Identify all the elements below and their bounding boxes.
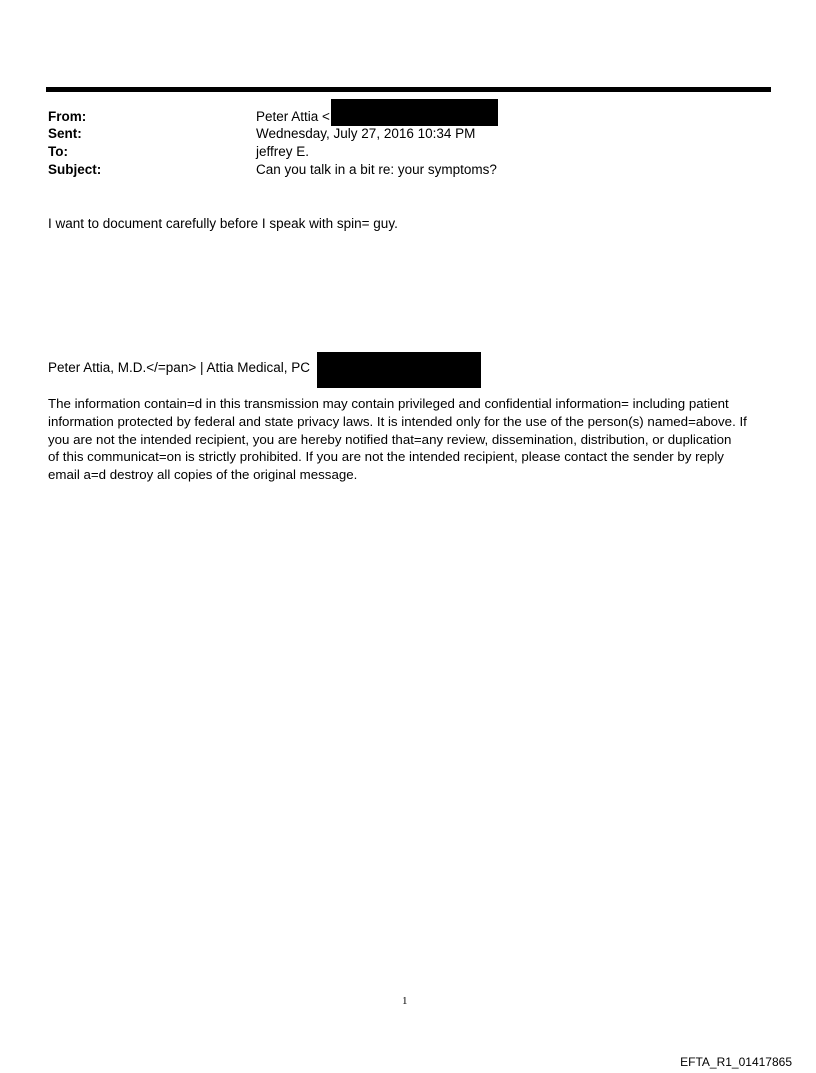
subject-label: Subject:: [48, 162, 102, 177]
email-signature: Peter Attia, M.D.</=pan> | Attia Medical, PC: [48, 360, 311, 375]
disclaimer-line: The information contain=d in this transmission may contain privileged and confidential information= including patient: [48, 396, 729, 411]
subject-value: Can you talk in a bit re: your symptoms?: [256, 162, 497, 177]
from-label: From:: [48, 109, 87, 124]
disclaimer-line: you are not the intended recipient, you are hereby notified that=any review, dissemination, distribution, or duplication: [48, 431, 732, 447]
to-value: jeffrey E.: [256, 144, 310, 159]
email-body: I want to document carefully before I speak with spin= guy.: [48, 216, 398, 231]
disclaimer-line: information protected by federal and state privacy laws. It is intended only for the use of the person(s) named=above. If: [48, 413, 747, 429]
disclaimer-line: of this communicat=on is strictly prohibited. If you are not the intended recipient, please contact the sender by reply: [48, 449, 724, 465]
page-number: 1: [402, 995, 408, 1007]
disclaimer-line: email a=d destroy all copies of the original message.: [48, 467, 358, 483]
to-label: To:: [48, 144, 68, 159]
header-divider: [46, 87, 771, 92]
from-value: Peter Attia <: [256, 109, 330, 124]
document-id: EFTA_R1_01417865: [680, 1055, 792, 1069]
sent-value: Wednesday, July 27, 2016 10:34 PM: [256, 126, 476, 141]
confidentiality-disclaimer: [48, 395, 776, 484]
sender-email-redaction: [331, 99, 498, 126]
signature-redaction: [317, 352, 481, 388]
sent-label: Sent:: [48, 126, 82, 141]
